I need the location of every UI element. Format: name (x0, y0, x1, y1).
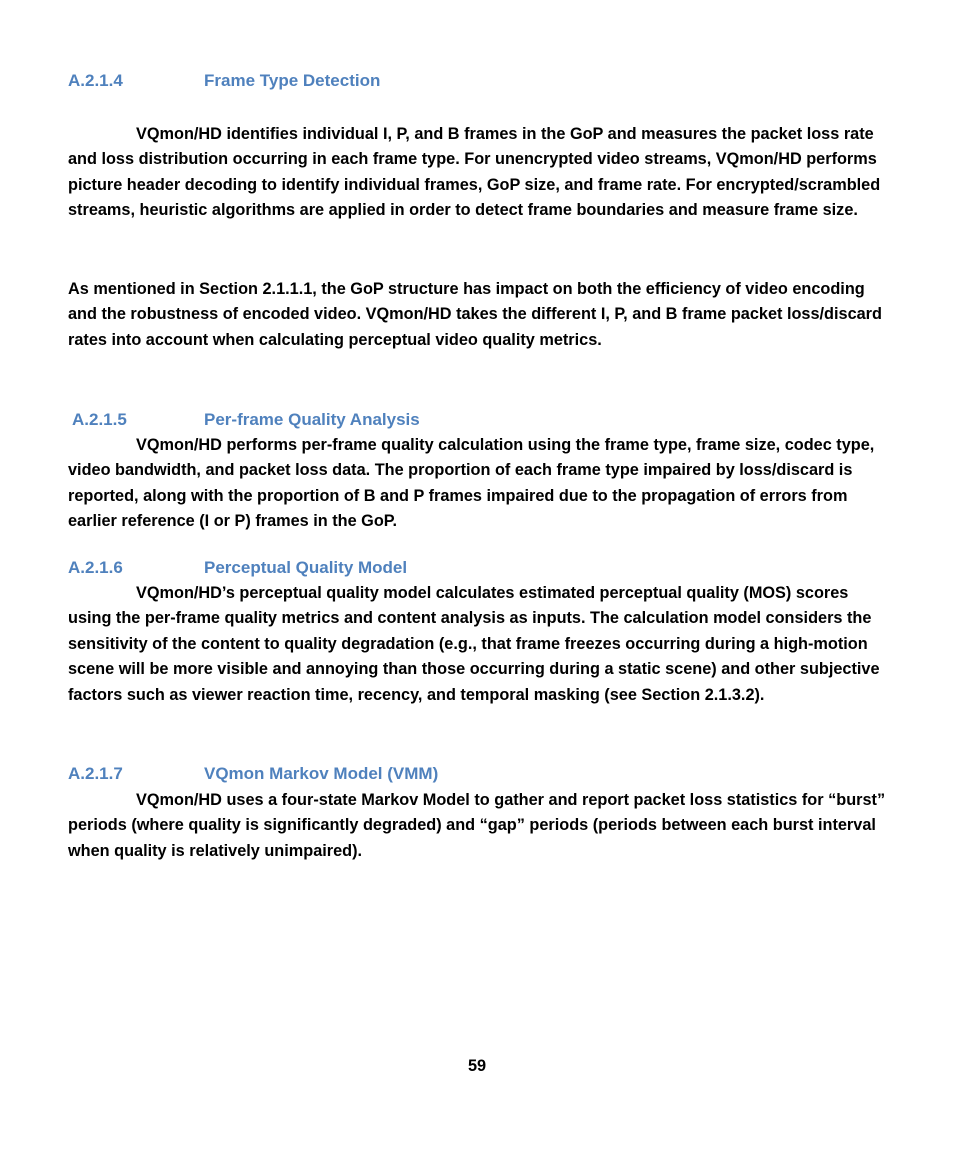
section-heading-a216 (68, 556, 888, 580)
section-number: A.2.1.7 (68, 764, 123, 783)
paragraph-per-frame-quality: VQmon/HD performs per-frame quality calculation using the frame type, frame size, codec type, video bandwidth, and packet loss data. The proportion of each frame type impaired by loss/discard is reported, along with the proportion of B and P frames impaired due to the propagation of errors from earlier reference (I or P) frames in the GoP. (68, 436, 875, 531)
page-number: 59 (467, 1057, 487, 1075)
section-heading-a215 (72, 408, 892, 432)
paragraph-gop-structure: As mentioned in Section 2.1.1.1, the GoP structure has impact on both the efficiency of video encoding and the robustness of encoded video. VQmon/HD takes the different I, P, and B frame packet loss/discard rates into account when calculating perceptual video quality metrics. (68, 280, 882, 349)
paragraph-frame-type-detection: VQmon/HD identifies individual I, P, and B frames in the GoP and measures the packet loss rate and loss distribution occurring in each frame type. For unencrypted video streams, VQmon/HD performs picture header decoding to identify individual frames, GoP size, and frame rate. For encrypted/scrambled streams, heuristic algorithms are applied in order to detect frame boundaries and measure frame size. (68, 125, 881, 220)
section-number: A.2.1.6 (68, 558, 123, 577)
section-title: VQmon Markov Model (VMM) (204, 764, 439, 783)
section-heading-a214 (68, 69, 888, 93)
section-title: Per-frame Quality Analysis (204, 410, 420, 429)
section-title: Frame Type Detection (204, 71, 381, 90)
section-number: A.2.1.4 (68, 71, 123, 90)
paragraph-markov-model: VQmon/HD uses a four-state Markov Model to gather and report packet loss statistics for “burst” periods (where quality is significantly degraded) and “gap” periods (periods between each burst interval when quality is relatively unimpaired). (68, 791, 886, 860)
section-title: Perceptual Quality Model (204, 558, 408, 577)
section-number: A.2.1.5 (72, 410, 127, 429)
section-heading-a217 (68, 762, 888, 786)
paragraph-perceptual-model: VQmon/HD’s perceptual quality model calculates estimated perceptual quality (MOS) scores using the per-frame quality metrics and content analysis as inputs. The calculation model considers the sensitivity of the content to quality degradation (e.g., that frame freezes occurring during a high-motion scene will be more visible and annoying than those occurring during a static scene) and other subjective factors such as viewer reaction time, recency, and temporal masking (see Section 2.1.3.2). (68, 584, 880, 704)
